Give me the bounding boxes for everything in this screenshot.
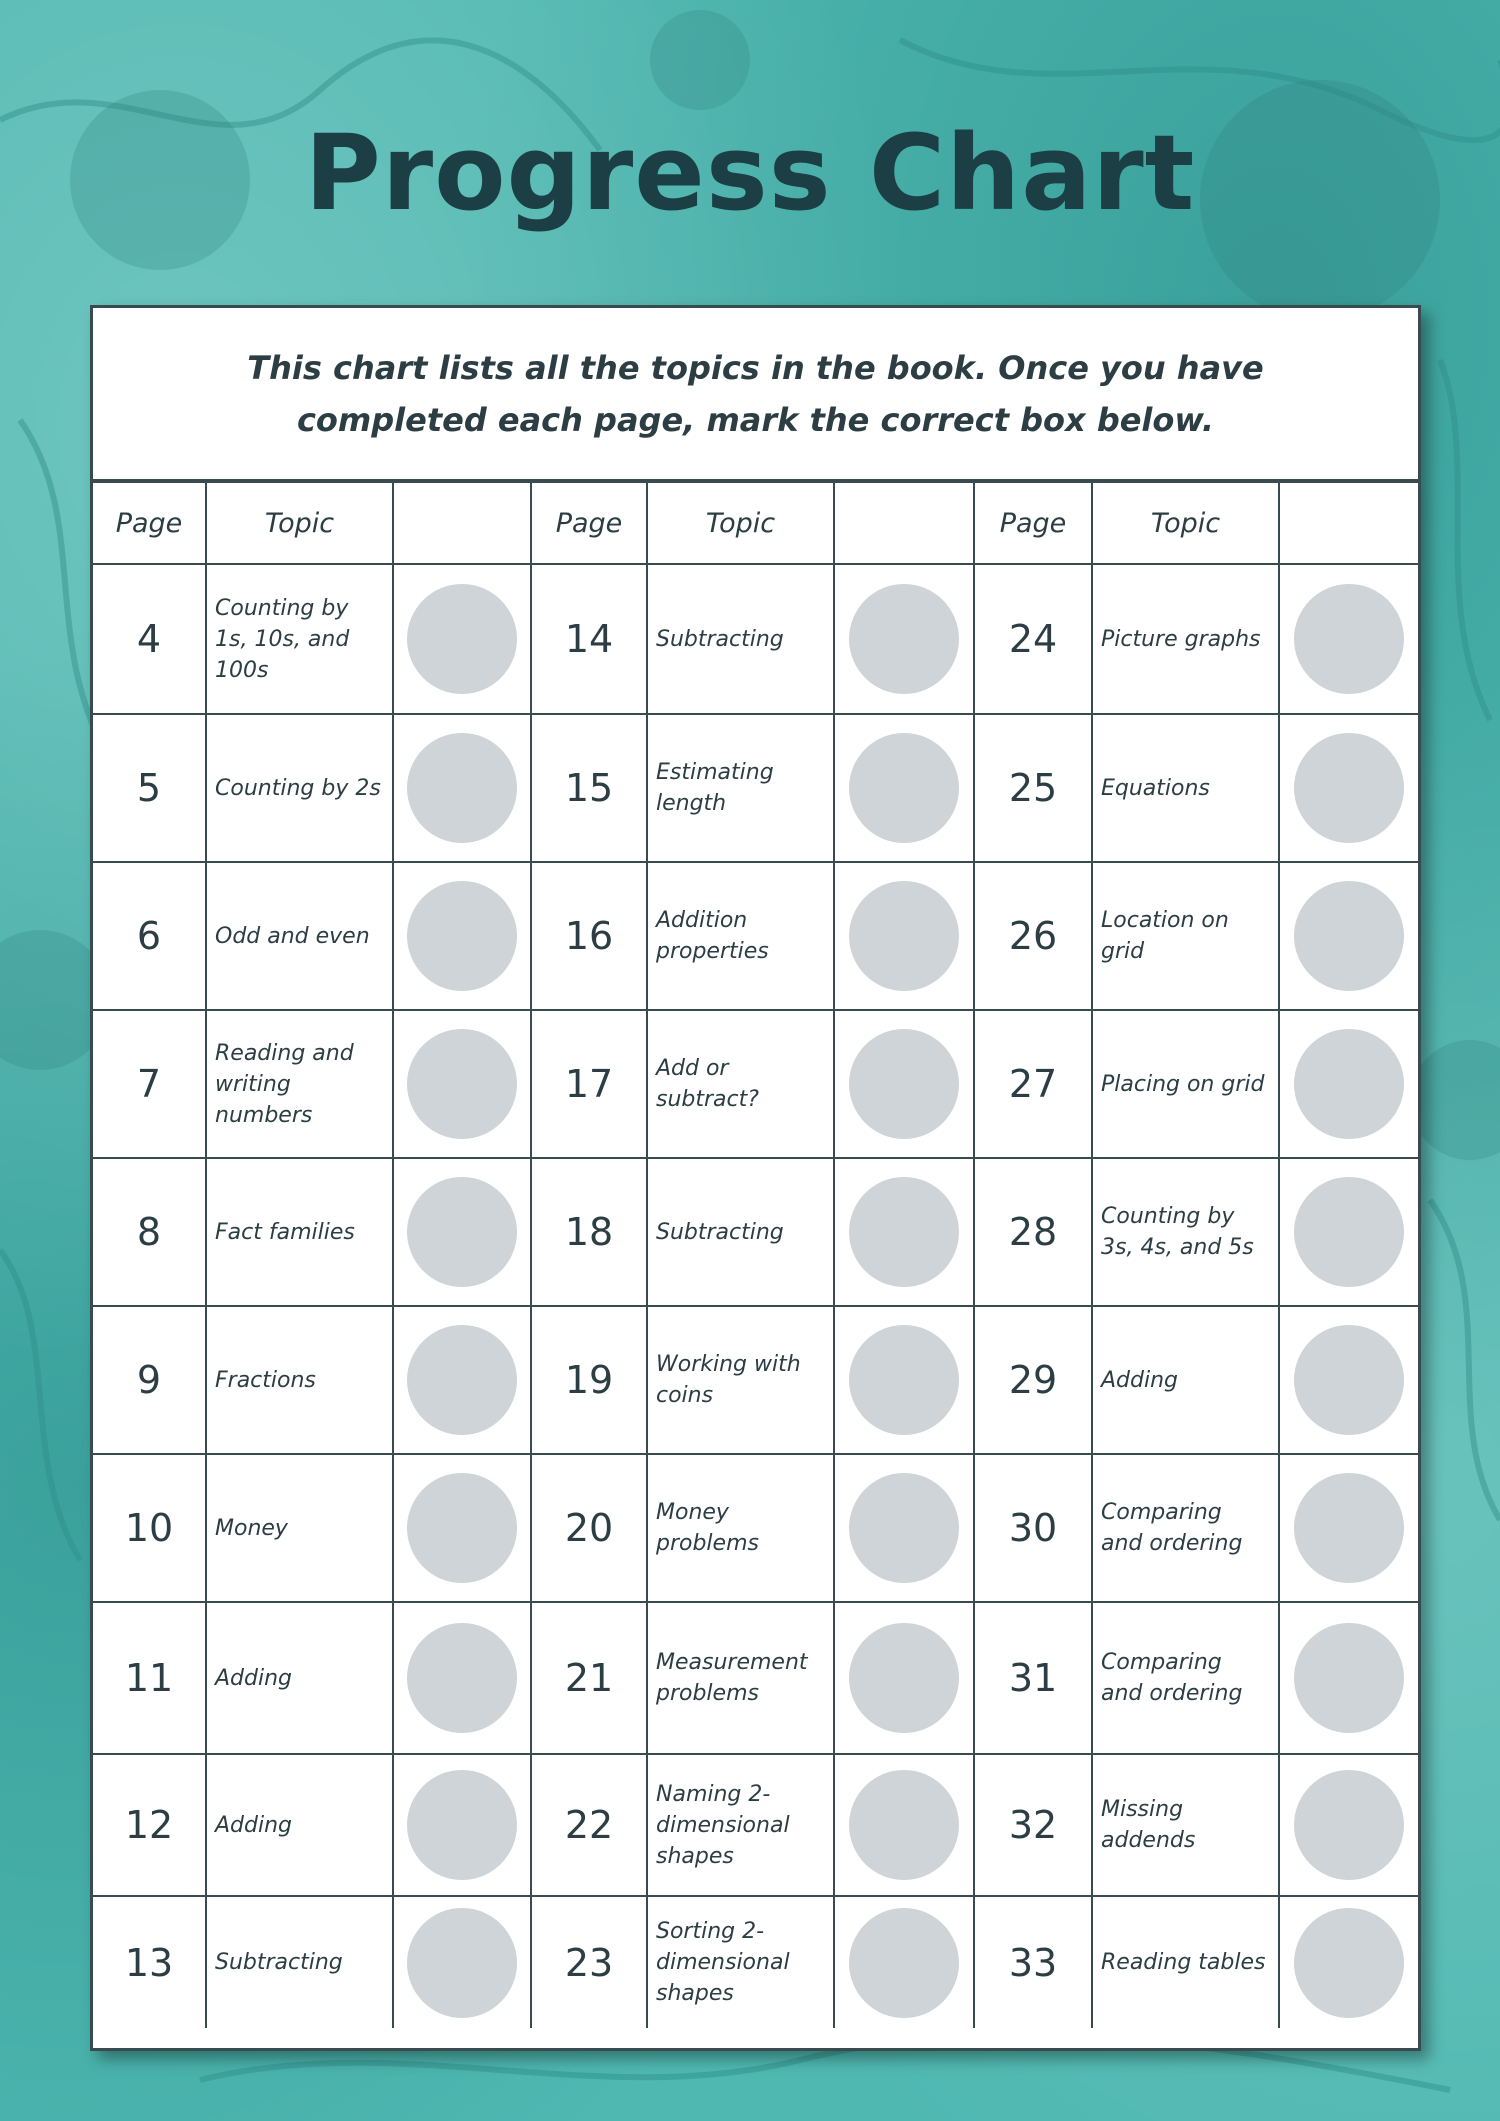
intro-text: This chart lists all the topics in the book. Once you have completed each page, mark the correct box below. (93, 308, 1418, 483)
completion-circle[interactable] (407, 1770, 517, 1880)
topic-name: Money problems (647, 1454, 834, 1602)
topic-name: Equations (1092, 714, 1279, 862)
completion-cell[interactable] (393, 1896, 531, 2028)
completion-circle[interactable] (849, 881, 959, 991)
completion-circle[interactable] (1294, 881, 1404, 991)
topic-name: Reading tables (1092, 1896, 1279, 2028)
completion-circle[interactable] (1294, 1908, 1404, 2018)
header-mark (1279, 483, 1418, 564)
completion-cell[interactable] (393, 1306, 531, 1454)
topic-name: Comparing and ordering (1092, 1602, 1279, 1754)
table-row (93, 1454, 1418, 1602)
table-row (93, 564, 1418, 714)
completion-cell[interactable] (834, 714, 974, 862)
completion-cell[interactable] (393, 1010, 531, 1158)
page-number: 8 (93, 1158, 206, 1306)
completion-circle[interactable] (849, 1473, 959, 1583)
completion-cell[interactable] (393, 1602, 531, 1754)
header-topic: Topic (647, 483, 834, 564)
topic-name: Subtracting (647, 1158, 834, 1306)
completion-circle[interactable] (849, 1908, 959, 2018)
completion-cell[interactable] (1279, 1602, 1418, 1754)
table-row (93, 1896, 1418, 2028)
page-number: 30 (974, 1454, 1092, 1602)
topic-name: Sorting 2-dimensional shapes (647, 1896, 834, 2028)
completion-cell[interactable] (393, 1158, 531, 1306)
completion-circle[interactable] (407, 733, 517, 843)
topic-name: Missing addends (1092, 1754, 1279, 1896)
topic-name: Placing on grid (1092, 1010, 1279, 1158)
completion-circle[interactable] (849, 1325, 959, 1435)
header-page: Page (93, 483, 206, 564)
page-number: 21 (531, 1602, 647, 1754)
header-row (93, 483, 1418, 564)
table-row (93, 1158, 1418, 1306)
page-number: 31 (974, 1602, 1092, 1754)
topic-name: Add or subtract? (647, 1010, 834, 1158)
topic-name: Comparing and ordering (1092, 1454, 1279, 1602)
table-row (93, 1602, 1418, 1754)
page-number: 18 (531, 1158, 647, 1306)
table-row (93, 1306, 1418, 1454)
page-number: 6 (93, 862, 206, 1010)
topic-name: Estimating length (647, 714, 834, 862)
completion-circle[interactable] (1294, 1029, 1404, 1139)
completion-cell[interactable] (1279, 564, 1418, 714)
completion-cell[interactable] (834, 564, 974, 714)
topic-name: Location on grid (1092, 862, 1279, 1010)
page-number: 22 (531, 1754, 647, 1896)
page-number: 29 (974, 1306, 1092, 1454)
page-number: 25 (974, 714, 1092, 862)
progress-chart-panel (90, 305, 1421, 2051)
completion-cell[interactable] (1279, 1754, 1418, 1896)
completion-circle[interactable] (849, 1770, 959, 1880)
page-number: 12 (93, 1754, 206, 1896)
completion-circle[interactable] (407, 1623, 517, 1733)
page-number: 24 (974, 564, 1092, 714)
page-number: 10 (93, 1454, 206, 1602)
completion-cell[interactable] (834, 1454, 974, 1602)
completion-circle[interactable] (407, 881, 517, 991)
page-number: 15 (531, 714, 647, 862)
completion-cell[interactable] (1279, 862, 1418, 1010)
topic-name: Subtracting (206, 1896, 393, 2028)
topic-name: Adding (206, 1602, 393, 1754)
completion-cell[interactable] (1279, 1158, 1418, 1306)
page-number: 23 (531, 1896, 647, 2028)
completion-cell[interactable] (393, 862, 531, 1010)
completion-circle[interactable] (407, 1908, 517, 2018)
completion-cell[interactable] (1279, 1454, 1418, 1602)
page-number: 28 (974, 1158, 1092, 1306)
topic-name: Addition properties (647, 862, 834, 1010)
page-number: 17 (531, 1010, 647, 1158)
completion-circle[interactable] (1294, 1473, 1404, 1583)
topic-name: Naming 2-dimensional shapes (647, 1754, 834, 1896)
page-number: 5 (93, 714, 206, 862)
topic-name: Fractions (206, 1306, 393, 1454)
completion-circle[interactable] (1294, 733, 1404, 843)
header-topic: Topic (206, 483, 393, 564)
header-page: Page (974, 483, 1092, 564)
topic-name: Counting by 1s, 10s, and 100s (206, 564, 393, 714)
header-page: Page (531, 483, 647, 564)
completion-circle[interactable] (1294, 1623, 1404, 1733)
topic-name: Working with coins (647, 1306, 834, 1454)
completion-circle[interactable] (1294, 1770, 1404, 1880)
topic-name: Money (206, 1454, 393, 1602)
completion-cell[interactable] (834, 1306, 974, 1454)
page-number: 11 (93, 1602, 206, 1754)
completion-cell[interactable] (1279, 1010, 1418, 1158)
page-number: 20 (531, 1454, 647, 1602)
page-number: 7 (93, 1010, 206, 1158)
completion-circle[interactable] (1294, 1325, 1404, 1435)
topic-name: Fact families (206, 1158, 393, 1306)
header-mark (834, 483, 974, 564)
topic-name: Reading and writing numbers (206, 1010, 393, 1158)
completion-cell[interactable] (1279, 1306, 1418, 1454)
completion-cell[interactable] (834, 1754, 974, 1896)
completion-cell[interactable] (393, 564, 531, 714)
page-number: 26 (974, 862, 1092, 1010)
completion-cell[interactable] (834, 1010, 974, 1158)
page-number: 33 (974, 1896, 1092, 2028)
page-number: 16 (531, 862, 647, 1010)
completion-cell[interactable] (393, 1754, 531, 1896)
table-row (93, 714, 1418, 862)
completion-circle[interactable] (407, 1325, 517, 1435)
completion-circle[interactable] (407, 1029, 517, 1139)
completion-cell[interactable] (393, 1454, 531, 1602)
completion-circle[interactable] (849, 584, 959, 694)
completion-circle[interactable] (849, 1177, 959, 1287)
completion-circle[interactable] (849, 1029, 959, 1139)
header-mark (393, 483, 531, 564)
completion-cell[interactable] (1279, 1896, 1418, 2028)
page-number: 14 (531, 564, 647, 714)
progress-table (93, 483, 1418, 2028)
topic-name: Odd and even (206, 862, 393, 1010)
page-number: 9 (93, 1306, 206, 1454)
topic-name: Counting by 2s (206, 714, 393, 862)
completion-cell[interactable] (834, 862, 974, 1010)
header-topic: Topic (1092, 483, 1279, 564)
topic-name: Adding (1092, 1306, 1279, 1454)
completion-circle[interactable] (407, 1177, 517, 1287)
page-number: 13 (93, 1896, 206, 2028)
completion-cell[interactable] (834, 1896, 974, 2028)
completion-cell[interactable] (834, 1158, 974, 1306)
topic-name: Picture graphs (1092, 564, 1279, 714)
topic-name: Adding (206, 1754, 393, 1896)
page-title: Progress Chart (304, 112, 1196, 234)
page-number: 27 (974, 1010, 1092, 1158)
completion-circle[interactable] (1294, 584, 1404, 694)
completion-circle[interactable] (407, 1473, 517, 1583)
completion-cell[interactable] (1279, 714, 1418, 862)
table-row (93, 1754, 1418, 1896)
topic-name: Subtracting (647, 564, 834, 714)
completion-circle[interactable] (849, 1623, 959, 1733)
page-number: 19 (531, 1306, 647, 1454)
completion-circle[interactable] (407, 584, 517, 694)
topic-name: Counting by 3s, 4s, and 5s (1092, 1158, 1279, 1306)
completion-cell[interactable] (834, 1602, 974, 1754)
topic-name: Measurement problems (647, 1602, 834, 1754)
table-row (93, 862, 1418, 1010)
completion-circle[interactable] (1294, 1177, 1404, 1287)
completion-cell[interactable] (393, 714, 531, 862)
completion-circle[interactable] (849, 733, 959, 843)
table-row (93, 1010, 1418, 1158)
page-number: 32 (974, 1754, 1092, 1896)
page-number: 4 (93, 564, 206, 714)
